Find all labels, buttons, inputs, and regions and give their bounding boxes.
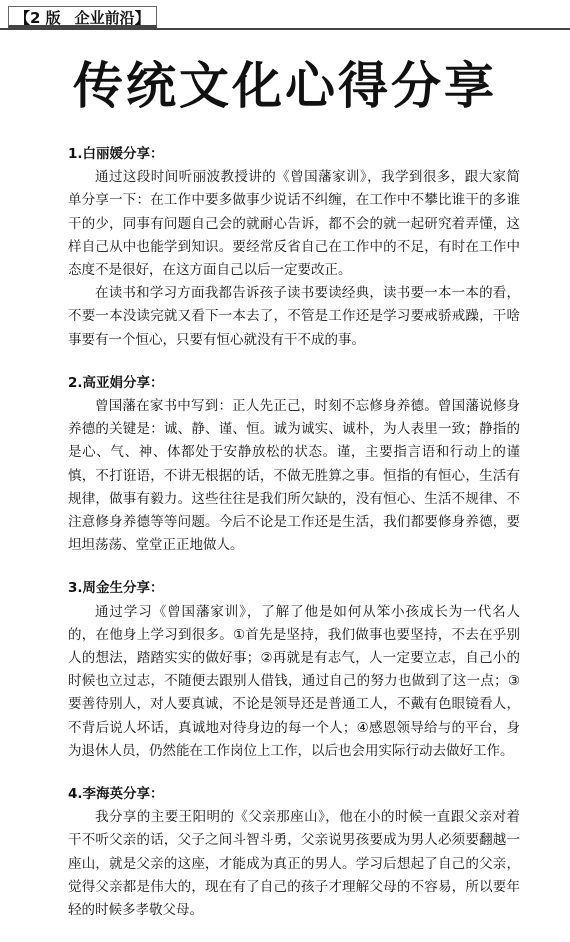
section-4 (68, 783, 520, 922)
section-2 (68, 372, 520, 558)
section-3 (68, 577, 520, 763)
page-title: 传统文化心得分享 (73, 56, 497, 115)
section-heading: 3.周金生分享： (68, 580, 164, 597)
edition-label: 【2 版 (15, 9, 61, 27)
page-header (0, 6, 570, 30)
paragraph: 通过这段时间听丽波教授讲的《曾国藩家训》，我学到很多，跟大家简单分享一下：在工作中要多做事少说话不纠缠，在工作中不攀比谁干的多谁干的少，同事有问题自己会的就耐心告诉，都不会的就一起研究着弄懂，这样自己从中也能学到知识。要经常反省自己在工作中的不足，有时在工作中态度不是很好，在这方面自己以后一定要改正。 (68, 169, 520, 279)
section-label: 企业前沿】 (74, 9, 150, 27)
section-tag (8, 6, 157, 28)
article-body (68, 143, 520, 942)
section-heading: 1.白丽媛分享： (68, 146, 164, 162)
section-heading: 4.李海英分享： (68, 786, 164, 803)
paragraph: 我分享的主要王阳明的《父亲那座山》，他在小的时候一直跟父亲对着干不听父亲的话，父子之间斗智斗勇，父亲说男孩要成为男人必须要翻越一座山，就是父亲的这座，才能成为真正的男人。学习后想起了自己的父亲，觉得父亲都是伟大的，现在有了自己的孩子才理解父母的不容易，所以要年轻的时候多孝敬父母。 (68, 809, 520, 919)
section-1 (68, 143, 520, 352)
paragraph: 通过学习《曾国藩家训》，了解了他是如何从笨小孩成长为一代名人的，在他身上学习到很多。①首先是坚持，我们做事也要坚持，不去在乎别人的想法，踏踏实实的做好事；②再就是有志气，人一定要立志，自己小的时候也立过志，不随便去跟别人借钱，通过自己的努力也做到了这一点；③要善待别人，对人要真诚，不论是领导还是普通工人，不戴有色眼镜看人，不背后说人坏话，真诚地对待身边的每一个人；④感恩领导给与的平台，身为退休人员，仍然能在工作岗位上工作，以后也会用实际行动去做好工作。 (68, 603, 520, 759)
section-heading: 2.高亚娟分享： (68, 374, 164, 391)
header-rule (0, 28, 570, 30)
paragraph: 在读书和学习方面我都告诉孩子读书要读经典，读书要一本一本的看，不要一本没读完就又看下一本去了，不管是工作还是学习要戒骄戒躁，干啥事要有一个恒心，只要有恒心就没有干不成的事。 (68, 285, 520, 348)
paragraph: 曾国藩在家书中写到：正人先正己，时刻不忘修身养德。曾国藩说修身养德的关键是：诚、静、谨、恒。诚为诚实、诚朴，为人表里一致；静指的是心、气、神、体都处于安静放松的状态。谨，主要指言语和行动上的谨慎，不打诳语，不讲无根据的话，不做无胜算之事。恒指的有恒心，生活有规律，做事有毅力。这些往往是我们所欠缺的，没有恒心、生活不规律、不注意修身养德等等问题。今后不论是工作还是生活，我们都要修身养德，要坦坦荡荡、堂堂正正地做人。 (68, 398, 520, 554)
